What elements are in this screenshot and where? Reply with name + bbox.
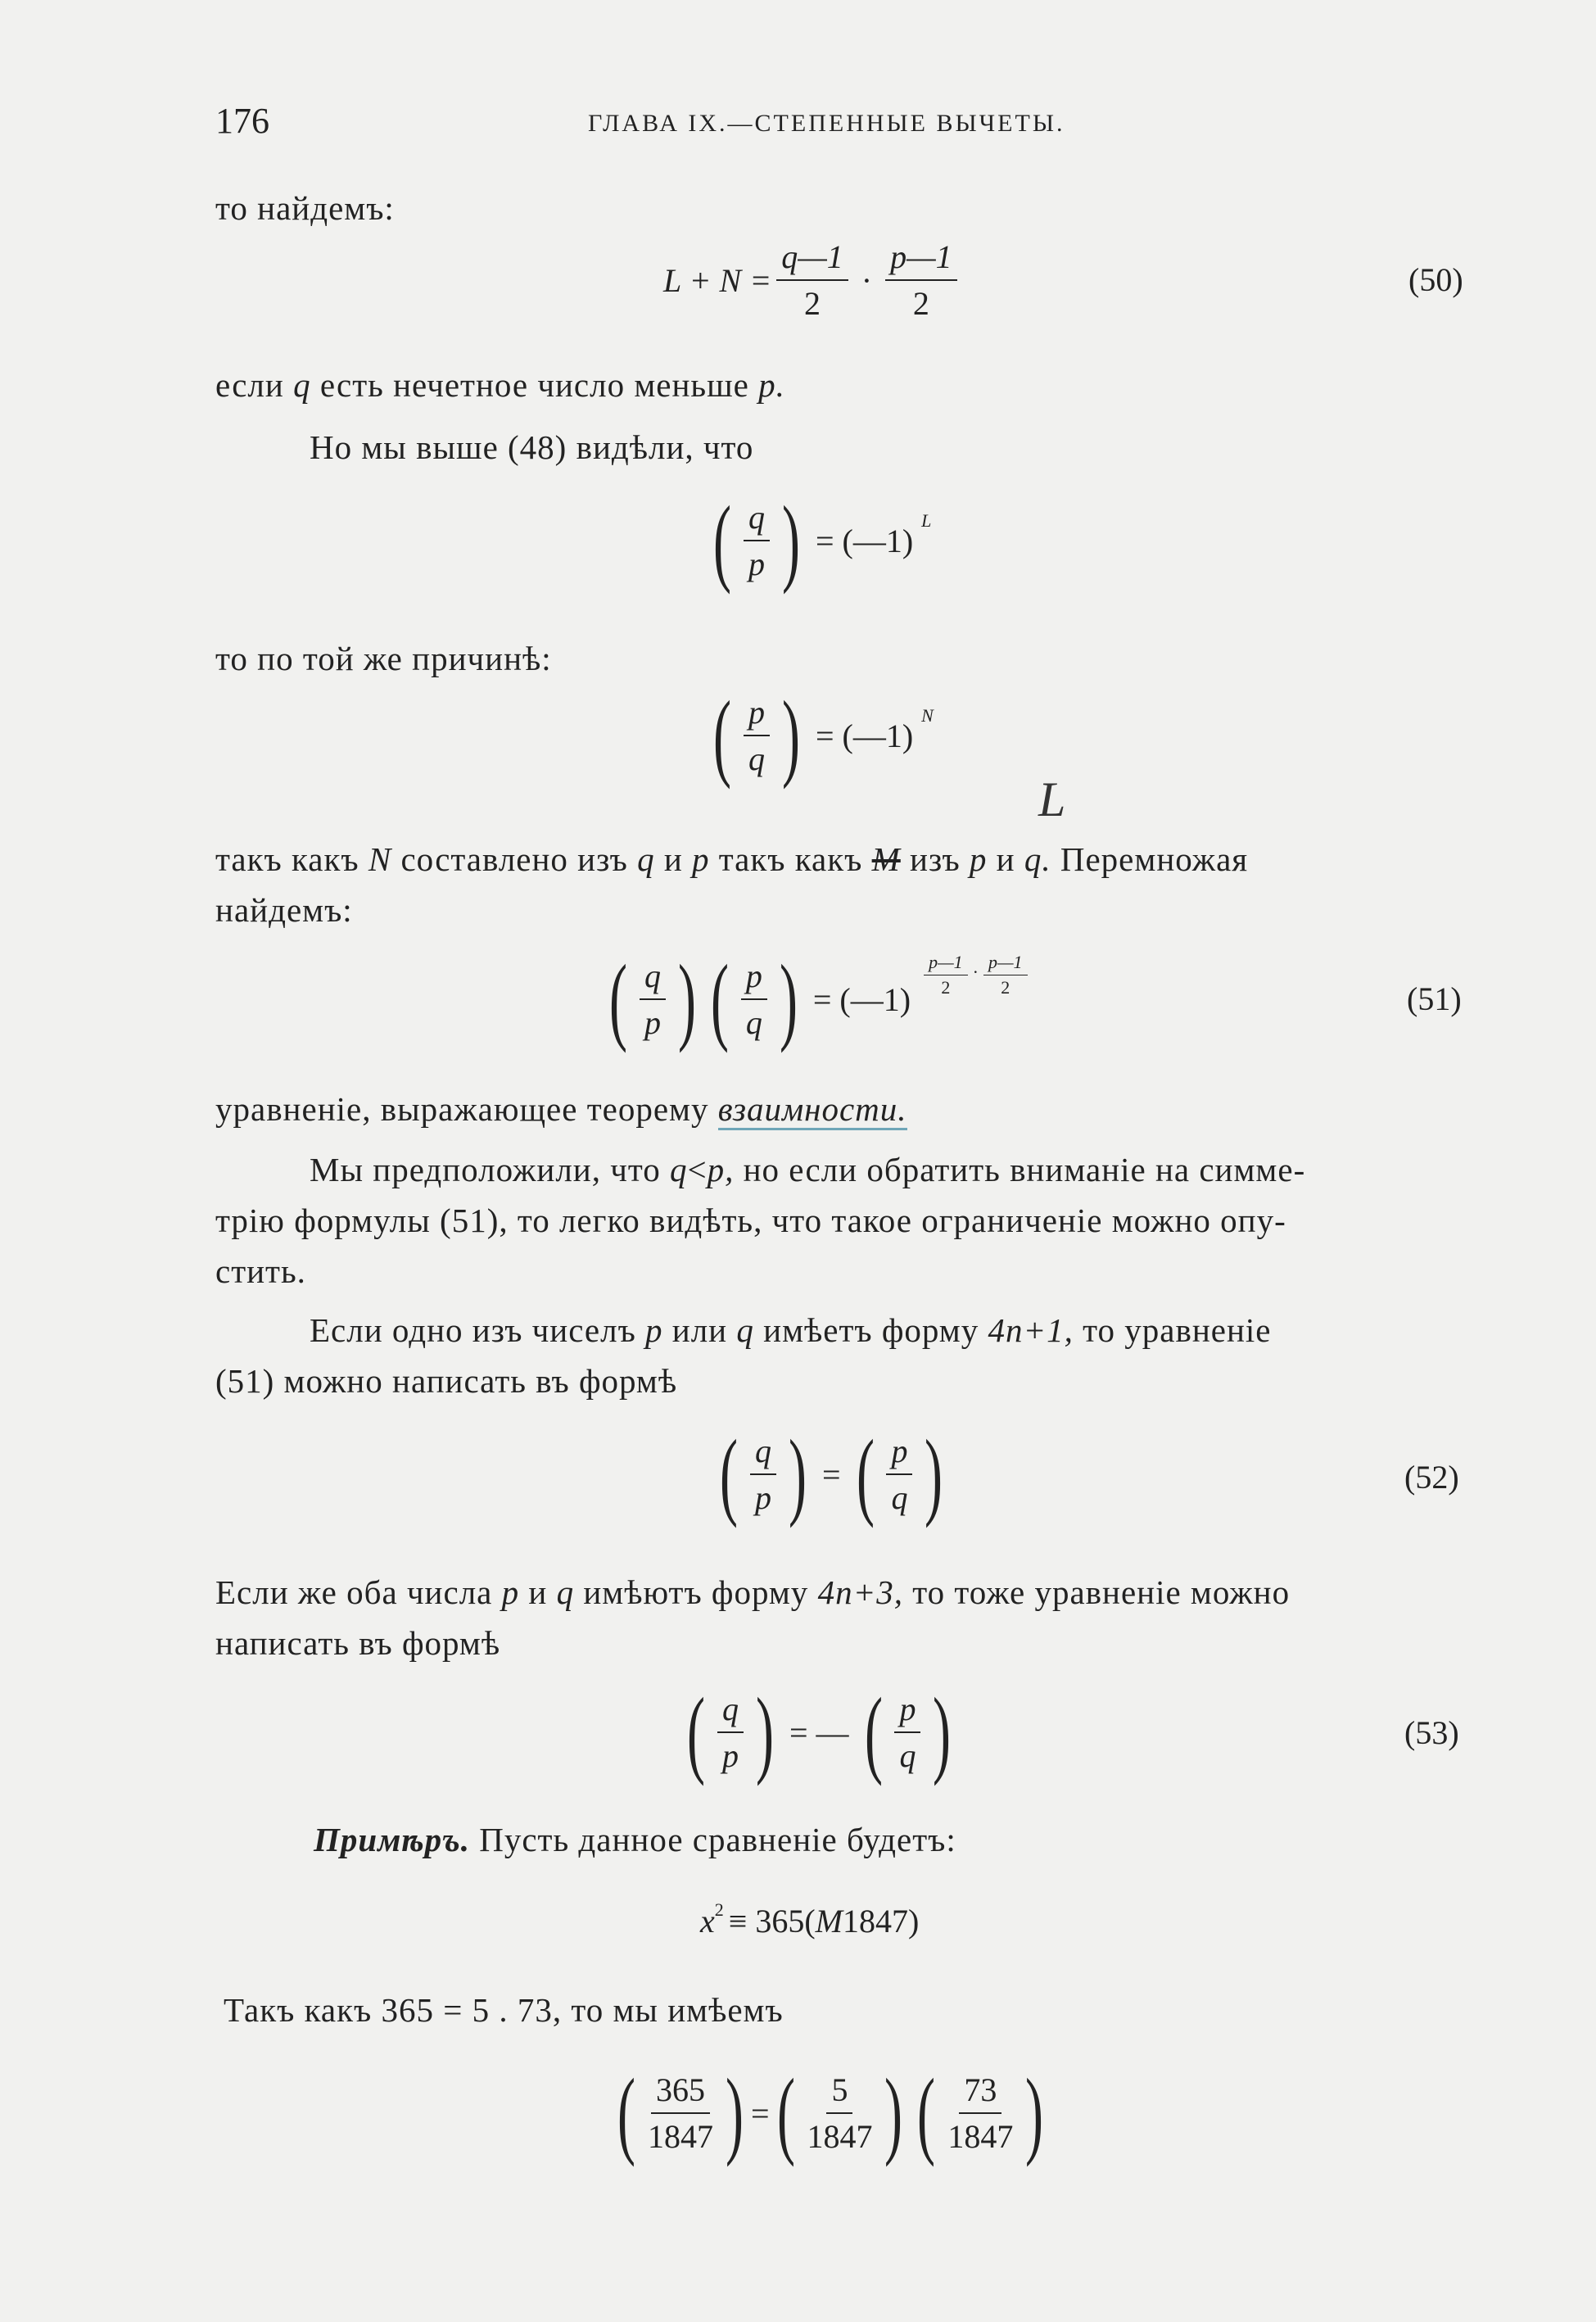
denominator: p <box>754 1479 771 1516</box>
text: уравненіе, выражающее теорему <box>215 1090 709 1128</box>
math-var: M <box>871 840 901 878</box>
text: имѣетъ форму <box>763 1311 979 1349</box>
denominator: 1847 <box>947 2118 1014 2155</box>
text: и <box>663 840 683 878</box>
math-var: M <box>815 1903 843 1940</box>
denominator: 2 <box>912 285 929 322</box>
fraction <box>924 952 968 998</box>
numerator: p <box>744 693 770 736</box>
text: и <box>528 1573 548 1611</box>
numerator: p—1 <box>983 952 1028 975</box>
text: , то мы имѣемъ <box>552 1991 784 2029</box>
text: и <box>996 840 1015 878</box>
math-var: q <box>637 840 655 878</box>
fraction <box>947 2071 1013 2156</box>
equation-legendre-L <box>706 486 932 595</box>
left-paren: ( <box>608 944 627 1053</box>
numerator: 365 <box>651 2071 710 2114</box>
equation-51 <box>602 944 1033 1053</box>
text-line: стить. <box>215 1252 306 1290</box>
text: 1847) <box>842 1903 920 1940</box>
right-paren: ) <box>779 944 798 1053</box>
equation-number: (50) <box>1408 261 1463 298</box>
fraction <box>885 238 957 323</box>
right-paren: ) <box>781 486 800 595</box>
text-line <box>314 1820 956 1860</box>
text: Если же оба числа <box>215 1573 493 1611</box>
right-paren: ) <box>725 2058 744 2167</box>
fraction <box>750 1432 776 1517</box>
text: есть нечетное число меньше <box>319 366 749 404</box>
denominator: p <box>721 1737 739 1774</box>
text: то уравненіе <box>1083 1311 1272 1349</box>
text: такъ какъ <box>718 840 863 878</box>
left-paren: ( <box>617 2058 635 2167</box>
left-paren: ( <box>712 486 731 595</box>
equation-legendre-N <box>706 681 934 790</box>
text-line <box>215 365 785 405</box>
left-paren: ( <box>686 1677 705 1786</box>
fraction <box>807 2071 872 2156</box>
text-line: то по той же причинѣ: <box>215 640 552 677</box>
math-var: p <box>692 840 710 878</box>
example-label: Примѣръ. <box>314 1821 470 1858</box>
math-var: p <box>645 1311 663 1349</box>
numerator: 5 <box>826 2071 852 2114</box>
text-line <box>224 1990 784 2030</box>
fraction <box>717 1690 744 1775</box>
text: имѣютъ форму <box>583 1573 809 1611</box>
numerator: p <box>886 1432 912 1475</box>
left-paren: ( <box>719 1419 738 1528</box>
text-line: написать въ формѣ <box>215 1624 501 1662</box>
exponent <box>919 952 1032 998</box>
text-line: (51) можно написать въ формѣ <box>215 1362 678 1400</box>
math-var: q. <box>1024 840 1051 878</box>
numerator: q <box>744 498 770 541</box>
denominator: 2 <box>941 976 951 998</box>
denominator: 1847 <box>807 2118 873 2155</box>
text: Если одно изъ чиселъ <box>310 1311 636 1349</box>
equation-50 <box>663 238 962 323</box>
denominator: 2 <box>803 285 821 322</box>
right-paren: ) <box>781 681 800 790</box>
right-paren: ) <box>1025 2058 1044 2167</box>
math-var: p. <box>758 366 785 404</box>
denominator: q <box>745 1004 762 1041</box>
text: но если обратить вниманіе на симме- <box>743 1151 1306 1188</box>
text: составлено изъ <box>400 840 628 878</box>
operator: · <box>861 261 873 299</box>
numerator: q <box>717 1690 744 1733</box>
exponent: 2 <box>714 1899 724 1920</box>
equation-number: (52) <box>1404 1459 1459 1496</box>
handwritten-annotation: L <box>1038 772 1066 826</box>
math-var: N <box>368 840 392 878</box>
text-line <box>310 1150 1305 1190</box>
text: то тоже уравненіе можно <box>912 1573 1291 1611</box>
text: Перемножая <box>1060 840 1249 878</box>
denominator: q <box>748 740 765 777</box>
math-var: q <box>293 366 311 404</box>
text-line <box>215 840 1248 880</box>
left-paren: ( <box>917 2058 936 2167</box>
numerator: 73 <box>959 2071 1001 2114</box>
operator: · <box>972 961 979 982</box>
right-paren: ) <box>933 1677 952 1786</box>
equation-number: (53) <box>1404 1714 1459 1751</box>
rhs: = (—1) <box>812 980 911 1018</box>
numerator: p <box>741 957 767 1000</box>
fraction <box>776 238 848 323</box>
equation-53 <box>680 1677 958 1786</box>
numerator: p—1 <box>885 238 957 281</box>
math-var: p, <box>707 1151 735 1188</box>
equation-number: (51) <box>1407 980 1462 1017</box>
math-var: p <box>501 1573 520 1611</box>
operator: = <box>821 1455 841 1493</box>
fraction <box>744 498 770 583</box>
fraction <box>894 1690 920 1775</box>
fraction <box>648 2071 713 2156</box>
text-line <box>310 1310 1272 1351</box>
right-paren: ) <box>925 1419 943 1528</box>
left-paren: ( <box>864 1677 883 1786</box>
text: Мы предположили, что <box>310 1151 661 1188</box>
numerator: q—1 <box>776 238 848 281</box>
fraction <box>886 1432 912 1517</box>
numerator: p <box>894 1690 920 1733</box>
math-expr: 4n+3, <box>817 1573 903 1611</box>
math-expr: 4n+1, <box>988 1311 1074 1349</box>
math-var: q <box>669 1151 688 1188</box>
exponent: N <box>921 705 934 726</box>
math-var: p <box>969 840 988 878</box>
operator: = <box>750 2094 770 2132</box>
text: Пусть данное сравненіе будетъ: <box>479 1821 956 1858</box>
text: если <box>215 366 284 404</box>
fraction <box>744 693 770 778</box>
math-var: q <box>556 1573 575 1611</box>
left-paren: ( <box>710 944 729 1053</box>
text: Такъ какъ <box>224 1991 373 2029</box>
numerator: q <box>750 1432 776 1475</box>
numerator: q <box>640 957 666 1000</box>
left-paren: ( <box>856 1419 875 1528</box>
operator: = — <box>789 1713 849 1751</box>
equation-52 <box>712 1419 950 1528</box>
numerator: p—1 <box>924 952 968 975</box>
fraction <box>983 952 1028 998</box>
denominator: 2 <box>1001 976 1010 998</box>
left-paren: ( <box>776 2058 795 2167</box>
math-var: x <box>700 1903 715 1940</box>
text-line: трію формулы (51), то легко видѣть, что такое ограниченіе можно опу- <box>215 1202 1286 1239</box>
denominator: 1847 <box>647 2118 713 2155</box>
denominator: q <box>891 1479 908 1516</box>
right-paren: ) <box>677 944 696 1053</box>
denominator: q <box>899 1737 916 1774</box>
right-paren: ) <box>755 1677 774 1786</box>
rhs: = (—1) <box>815 522 914 559</box>
eq-lhs: L + N = <box>663 261 772 299</box>
emphasized-term: взаимности. <box>718 1090 907 1130</box>
rhs: = (—1) <box>815 717 914 754</box>
page-number: 176 <box>215 101 269 141</box>
equation-legendre-365 <box>610 2058 1051 2167</box>
denominator: p <box>748 545 765 582</box>
text: или <box>671 1311 728 1349</box>
text-line <box>215 1573 1290 1613</box>
congruence-equation <box>700 1899 920 1940</box>
text: ≡ 365( <box>728 1903 816 1940</box>
right-paren: ) <box>884 2058 903 2167</box>
right-paren: ) <box>788 1419 807 1528</box>
left-paren: ( <box>712 681 731 790</box>
text-line: Но мы выше (48) видѣли, что <box>310 428 754 466</box>
text: изъ <box>910 840 961 878</box>
math-var: q <box>736 1311 754 1349</box>
text-line: найдемъ: <box>215 891 353 929</box>
operator: < <box>687 1151 708 1188</box>
math-expr: 365 = 5 . 73 <box>381 1991 553 2029</box>
chapter-title: ГЛАВА IX.—СТЕПЕННЫЕ ВЫЧЕТЫ. <box>588 110 1065 137</box>
text-line: то найдемъ: <box>215 189 395 227</box>
exponent: L <box>921 510 932 531</box>
fraction <box>640 957 666 1042</box>
fraction <box>741 957 767 1042</box>
denominator: p <box>644 1004 661 1041</box>
text-line <box>215 1089 907 1129</box>
text: такъ какъ <box>215 840 359 878</box>
